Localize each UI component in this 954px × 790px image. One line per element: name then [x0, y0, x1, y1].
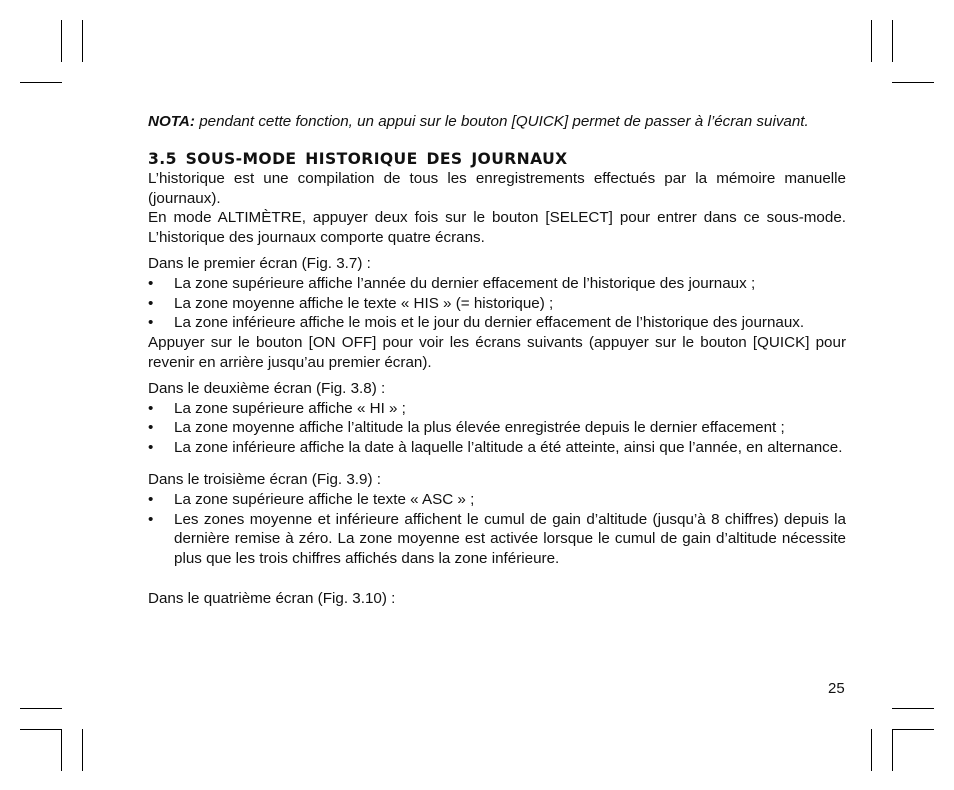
- bullet: •: [148, 274, 154, 292]
- crop-mark: [61, 729, 62, 771]
- crop-mark: [82, 20, 83, 62]
- list-item-text: La zone moyenne affiche l’altitude la plus élevée enregistrée depuis le dernier effacement ;: [174, 419, 785, 437]
- crop-mark: [61, 20, 62, 62]
- screen-3-title: Dans le troisième écran (Fig. 3.9) :: [148, 470, 381, 488]
- crop-mark: [892, 20, 893, 62]
- bullet: •: [148, 510, 154, 528]
- screen-3-list: [148, 490, 846, 569]
- crop-mark: [892, 708, 934, 709]
- bullet: •: [148, 439, 154, 457]
- list-item: [148, 399, 846, 419]
- crop-mark: [20, 82, 62, 83]
- crop-mark: [871, 729, 872, 771]
- list-item: [148, 490, 846, 510]
- list-item: [148, 418, 846, 438]
- crop-mark: [892, 729, 934, 730]
- intro-paragraph: L’historique est une compilation de tous les enregistrements effectués par la mémoire manuelle (journaux).: [148, 169, 846, 207]
- list-item-text: La zone inférieure affiche la date à laquelle l’altitude a été atteinte, ainsi que l’année, en alternance.: [174, 439, 843, 457]
- list-item: [148, 313, 846, 333]
- page-content: [148, 112, 846, 609]
- screen-2-title: Dans le deuxième écran (Fig. 3.8) :: [148, 379, 386, 397]
- list-item: [148, 274, 846, 294]
- page-number: 25: [828, 680, 845, 697]
- list-item-text: La zone supérieure affiche le texte « ASC » ;: [174, 490, 475, 508]
- screen-1-list: [148, 274, 846, 333]
- list-item-text: La zone moyenne affiche le texte « HIS » (= historique) ;: [174, 294, 554, 312]
- bullet: •: [148, 490, 154, 508]
- screen-1-title: Dans le premier écran (Fig. 3.7) :: [148, 254, 371, 272]
- screen-2-list: [148, 399, 846, 458]
- section-heading: 3.5 SOUS-MODE HISTORIQUE DES JOURNAUX: [148, 149, 568, 168]
- crop-mark: [871, 20, 872, 62]
- crop-mark: [20, 729, 62, 730]
- list-item: [148, 294, 846, 314]
- list-item-text: Les zones moyenne et inférieure affichent le cumul de gain d’altitude (jusqu’à 8 chiffres) depuis la dernière remise à zéro. La zone moyenne est activée lorsque le cumul de gain d’altitude nécessite plus que les trois chiffres affichés dans la zone inférieure.: [174, 510, 846, 568]
- list-item: [148, 510, 846, 569]
- list-item: [148, 438, 846, 458]
- screen-1-after: Appuyer sur le bouton [ON OFF] pour voir les écrans suivants (appuyer sur le bouton [QUICK] pour revenir en arrière jusqu’au premier écran).: [148, 334, 846, 371]
- crop-mark: [20, 708, 62, 709]
- crop-mark: [82, 729, 83, 771]
- crop-mark: [892, 729, 893, 771]
- list-item-text: La zone inférieure affiche le mois et le jour du dernier effacement de l’historique des journaux.: [174, 314, 805, 332]
- bullet: •: [148, 399, 154, 417]
- note-text: pendant cette fonction, un appui sur le bouton [QUICK] permet de passer à l’écran suivant.: [199, 113, 809, 130]
- note-label: NOTA:: [148, 113, 195, 130]
- list-item-text: La zone supérieure affiche « HI » ;: [174, 399, 406, 417]
- crop-mark: [892, 82, 934, 83]
- intro-paragraph: En mode ALTIMÈTRE, appuyer deux fois sur le bouton [SELECT] pour entrer dans ce sous-mode. L’historique des journaux comporte quatre écrans.: [148, 209, 846, 247]
- screen-4-title: Dans le quatrième écran (Fig. 3.10) :: [148, 589, 396, 607]
- bullet: •: [148, 419, 154, 437]
- list-item-text: La zone supérieure affiche l’année du dernier effacement de l’historique des journaux ;: [174, 274, 756, 292]
- note-paragraph: [148, 112, 846, 132]
- bullet: •: [148, 314, 154, 332]
- bullet: •: [148, 294, 154, 312]
